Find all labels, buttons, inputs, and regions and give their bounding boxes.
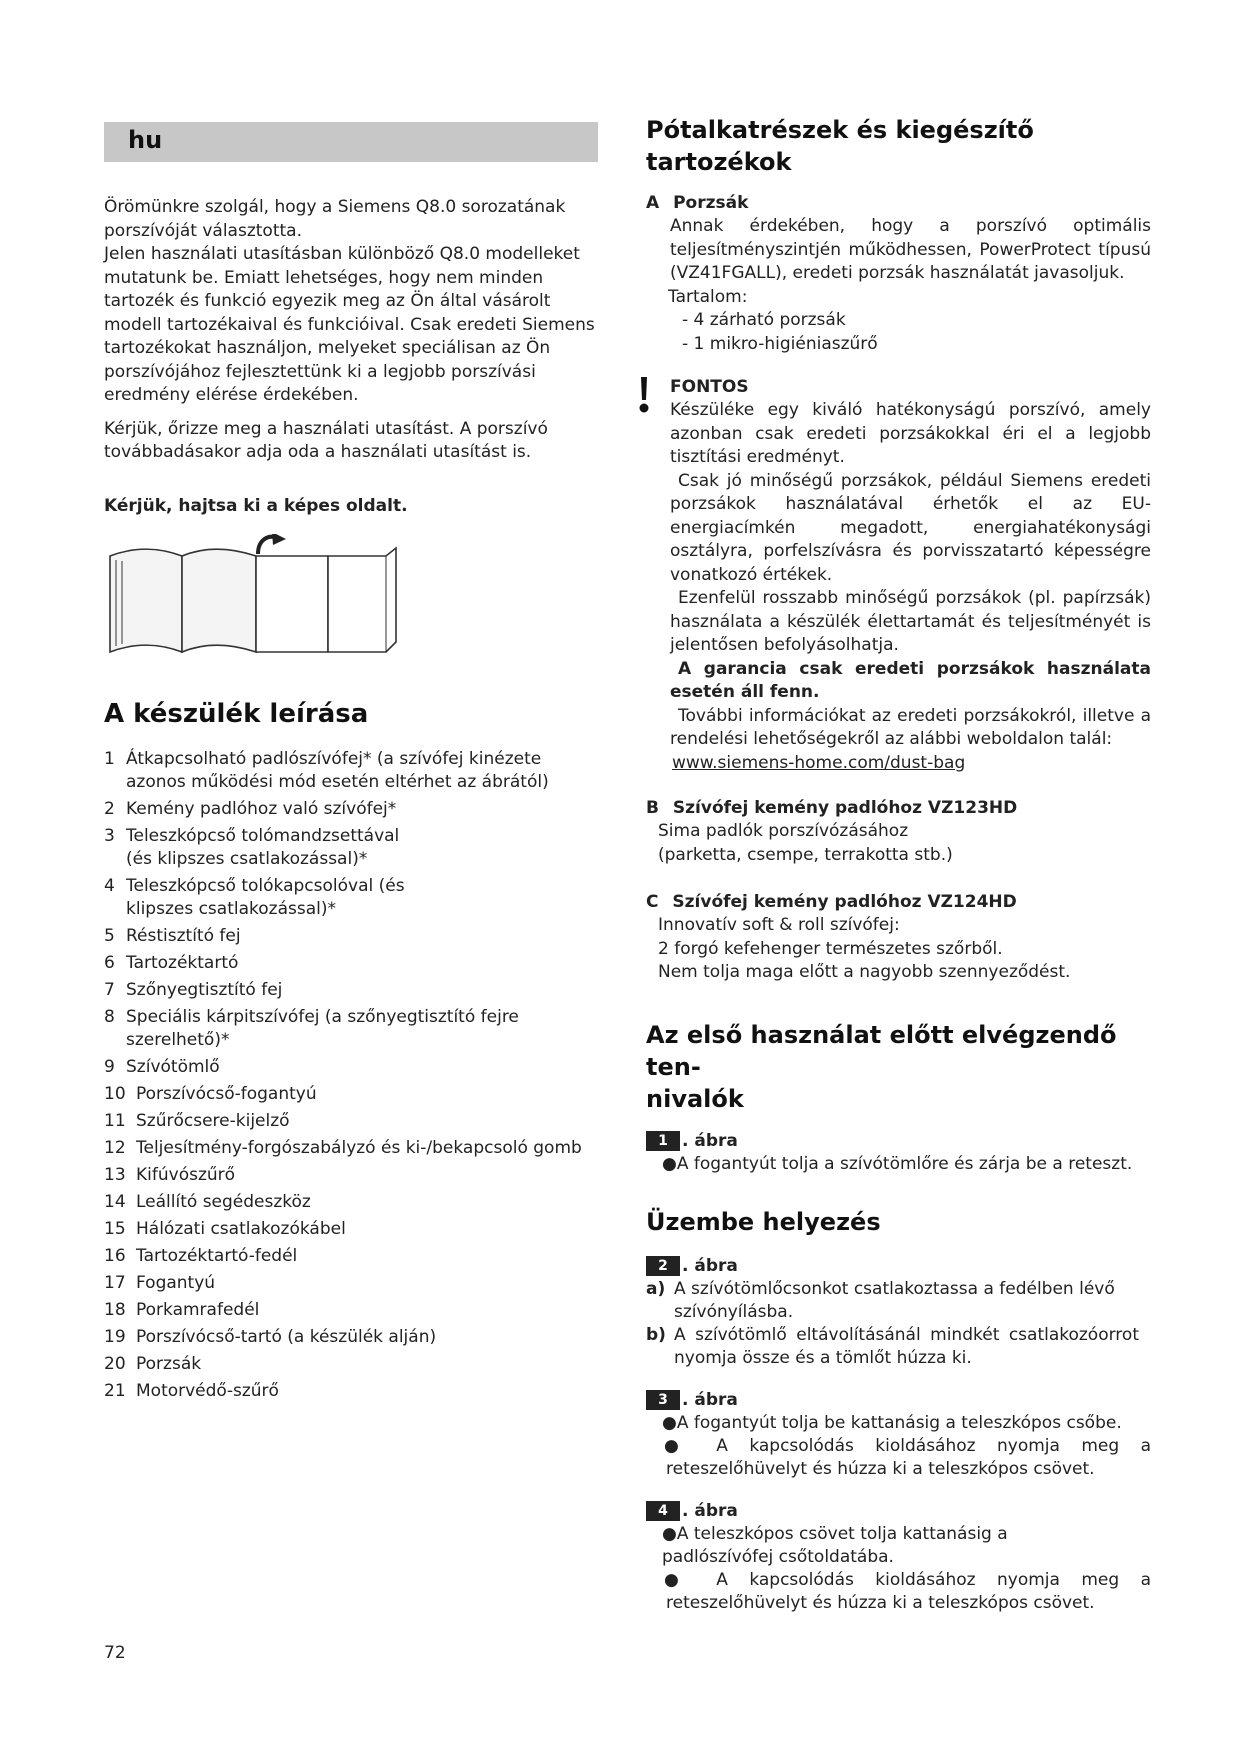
- section-b-title: [646, 797, 1151, 820]
- section-title: Porzsák: [673, 193, 749, 213]
- figure-suffix: . ábra: [682, 1130, 738, 1151]
- important-notice: [646, 376, 1151, 775]
- step-label: a): [646, 1278, 666, 1299]
- section-b-hard-floor-nozzle: [646, 797, 1151, 867]
- accessories-heading: Pótalkatrészek és kiegészítő tartozékok: [646, 116, 1034, 176]
- important-paragraph-5: További információkat az eredeti porzsákokról, illetve a rendelési lehetőségekről az alábbi weboldalon talál:: [670, 705, 1151, 749]
- step-text: A szívótömlőcsonkot csatlakoztassa a fedélben lévő szívónyílásba.: [674, 1278, 1115, 1322]
- section-letter: C: [646, 892, 659, 912]
- item-text: Teleszkópcső tolómandzsettával (és klipszes csatlakozással)*: [126, 826, 400, 869]
- item-text: Fogantyú: [136, 1273, 216, 1293]
- list-item: [104, 1110, 604, 1133]
- figure-3-instruction-2: ● A kapcsolódás kioldásához nyomja meg a reteszelőhüvelyt és húzza ki a teleszkópos csövet.: [664, 1435, 1151, 1479]
- list-item: [104, 748, 604, 794]
- figure-2-step-a: [646, 1278, 1151, 1324]
- list-item: [104, 1326, 604, 1349]
- contents-label: Tartalom:: [668, 286, 748, 307]
- section-c-title: [646, 891, 1151, 914]
- item-text: Szőnyegtisztító fej: [126, 980, 283, 1000]
- item-text: Porszívócső-tartó (a készülék alján): [136, 1327, 437, 1347]
- item-text: Motorvédő-szűrő: [136, 1381, 279, 1401]
- section-line: Sima padlók porszívózásához: [658, 821, 909, 841]
- item-text: Kemény padlóhoz való szívófej*: [126, 799, 397, 819]
- figure-number-badge: 4: [646, 1501, 680, 1521]
- item-text: Teljesítmény-forgószabályzó és ki-/bekapcsoló gomb: [136, 1138, 582, 1158]
- item-text: Speciális kárpitszívófej (a szőnyegtisztító fejre szerelhető)*: [126, 1007, 519, 1050]
- section-title: Szívófej kemény padlóhoz VZ124HD: [672, 892, 1017, 912]
- item-number: 3: [104, 826, 115, 846]
- first-use-heading-line-1: Az első használat előtt elvégzendő ten-: [646, 1020, 1117, 1081]
- list-item: [104, 1191, 604, 1214]
- device-description-heading: A készülék leírása: [104, 699, 369, 729]
- item-text: Tartozéktartó: [126, 953, 239, 973]
- item-text: Porszívócső-fogantyú: [136, 1084, 317, 1104]
- figure-number-badge: 2: [646, 1256, 680, 1276]
- section-line: Nem tolja maga előtt a nagyobb szennyeződést.: [658, 962, 1071, 982]
- item-number: 5: [104, 926, 115, 946]
- figure-3-label: [646, 1388, 1151, 1412]
- figure-4-instruction-1: ●A teleszkópos csövet tolja kattanásig a padlószívófej csőtoldatába.: [662, 1523, 1008, 1567]
- item-text: Kifúvószűrő: [136, 1165, 236, 1185]
- section-a-dust-bag: [646, 192, 1151, 356]
- item-text: Hálózati csatlakozókábel: [136, 1219, 346, 1239]
- dust-bag-description: Annak érdekében, hogy a porszívó optimális teljesítményszintjén működhessen, PowerProtect típusú (VZ41FGALL), eredeti porzsák használatát javasoljuk.: [670, 216, 1151, 283]
- item-number: 4: [104, 876, 115, 896]
- section-line: Innovatív soft & roll szívófej:: [658, 915, 900, 935]
- list-item: [104, 798, 604, 821]
- contents-item: - 4 zárható porzsák: [682, 310, 846, 330]
- item-number: 21: [104, 1381, 126, 1401]
- list-item: [104, 979, 604, 1002]
- important-paragraph-1: Készüléke egy kiváló hatékonyságú porszívó, amely azonban csak eredeti porzsákokkal éri el a legjobb tisztítási eredményt.: [670, 400, 1151, 467]
- item-text: Átkapcsolható padlószívófej* (a szívófej kinézete azonos működési mód esetén eltérhet az ábrától): [126, 749, 549, 792]
- contents-item: - 1 mikro-higiéniaszűrő: [682, 333, 878, 354]
- setup-section: [646, 1206, 1151, 1615]
- figure-4-instruction-2: ● A kapcsolódás kioldásához nyomja meg a reteszelőhüvelyt és húzza ki a teleszkópos csövet.: [664, 1569, 1151, 1613]
- section-letter: A: [646, 193, 660, 213]
- figure-3-instruction-1: ●A fogantyút tolja be kattanásig a teleszkópos csőbe.: [662, 1412, 1122, 1433]
- item-number: 14: [104, 1192, 126, 1212]
- warranty-note: A garancia csak eredeti porzsákok használata esetén áll fenn.: [670, 658, 1151, 702]
- warning-exclamation-icon: [636, 376, 652, 414]
- important-paragraph-3: Ezenfelül rosszabb minőségű porzsákok (pl. papírzsák) használata a készülék élettartamát és teljesítményét is jelentősen befolyásolhatja.: [670, 588, 1151, 655]
- setup-heading: Üzembe helyezés: [646, 1207, 881, 1236]
- list-item: [104, 1056, 604, 1079]
- right-column: [646, 114, 1151, 1615]
- intro-section: [104, 196, 604, 465]
- intro-paragraph-2: Jelen használati utasításban különböző Q8.0 modelleket mutatunk be. Emiatt lehetséges, hogy nem minden tartozék és funkció egyezik meg az Ön által vásárolt modell tartozékaival és funkcióival. Csak eredeti Siemens tartozékokat használjon, melyeket speciálisan az Ön porszívójához fejlesztettünk ki a legjobb porszívási eredmény elérése érdekében.: [104, 244, 595, 405]
- list-item: [104, 875, 604, 921]
- item-number: 9: [104, 1057, 115, 1077]
- list-item: [104, 1380, 604, 1403]
- page-number: 72: [104, 1643, 126, 1663]
- dust-bag-link[interactable]: www.siemens-home.com/dust-bag: [672, 752, 966, 773]
- item-text: Porzsák: [136, 1354, 202, 1374]
- item-text: Réstisztító fej: [126, 926, 241, 946]
- item-text: Szűrőcsere-kijelző: [136, 1111, 290, 1131]
- fold-out-note: Kérjük, hajtsa ki a képes oldalt.: [104, 495, 408, 516]
- figure-2-label: [646, 1254, 1151, 1278]
- figure-suffix: . ábra: [682, 1255, 738, 1276]
- important-paragraph-2: Csak jó minőségű porzsákok, például Siemens eredeti porzsákok használatával érhetők el az EU-energiacímkén megadott, energiahatékonysági osztályra, porfelszívásra és porvisszatartó képességre vonatkozó értékek.: [670, 470, 1151, 585]
- item-text: Leállító segédeszköz: [136, 1192, 311, 1212]
- section-title: Szívófej kemény padlóhoz VZ123HD: [672, 798, 1018, 818]
- list-item: [104, 1299, 604, 1322]
- item-text: Teleszkópcső tolókapcsolóval (és klipszes csatlakozással)*: [126, 876, 405, 919]
- list-item: [104, 1164, 604, 1187]
- figure-4-label: [646, 1499, 1151, 1523]
- item-number: 19: [104, 1327, 126, 1347]
- item-number: 2: [104, 799, 115, 819]
- item-text: Szívótömlő: [126, 1057, 220, 1077]
- list-item: [104, 1006, 604, 1052]
- list-item: [104, 1353, 604, 1376]
- fold-out-page-illustration: [106, 534, 426, 654]
- section-line: 2 forgó kefehenger természetes szőrből.: [658, 938, 1003, 959]
- item-number: 6: [104, 953, 115, 973]
- item-number: 20: [104, 1354, 126, 1374]
- item-text: Tartozéktartó-fedél: [136, 1246, 298, 1266]
- figure-1-label: [646, 1129, 1151, 1153]
- device-parts-list: [104, 748, 604, 1403]
- important-label: FONTOS: [670, 377, 749, 397]
- section-a-title: [646, 192, 1151, 215]
- item-number: 10: [104, 1084, 126, 1104]
- figure-number-badge: 3: [646, 1390, 680, 1410]
- item-number: 18: [104, 1300, 126, 1320]
- intro-paragraph-3: Kérjük, őrizze meg a használati utasítást. A porszívó továbbadásakor adja oda a használati utasítást is.: [104, 418, 548, 462]
- step-label: b): [646, 1324, 666, 1345]
- language-header-bar: [104, 122, 598, 162]
- item-number: 13: [104, 1165, 126, 1185]
- list-item: [104, 1218, 604, 1241]
- item-number: 17: [104, 1273, 126, 1293]
- language-tag: hu: [128, 126, 163, 154]
- list-item: [104, 1272, 604, 1295]
- section-line: (parketta, csempe, terrakotta stb.): [658, 844, 953, 865]
- list-item: [104, 952, 604, 975]
- item-number: 16: [104, 1246, 126, 1266]
- list-item: [104, 925, 604, 948]
- left-column: [104, 196, 604, 1407]
- item-number: 8: [104, 1007, 115, 1027]
- item-text: Porkamrafedél: [136, 1300, 260, 1320]
- figure-suffix: . ábra: [682, 1389, 738, 1410]
- item-number: 1: [104, 749, 115, 769]
- item-number: 12: [104, 1138, 126, 1158]
- first-use-section: [646, 1019, 1151, 1176]
- intro-paragraph-1: Örömünkre szolgál, hogy a Siemens Q8.0 sorozatának porszívóját választotta.: [104, 197, 566, 241]
- item-number: 7: [104, 980, 115, 1000]
- figure-suffix: . ábra: [682, 1500, 738, 1521]
- list-item: [104, 1083, 604, 1106]
- section-letter: B: [646, 798, 659, 818]
- step-text: A szívótömlő eltávolításánál mindkét csatlakozóorrot nyomja össze és a tömlőt húzza ki.: [674, 1324, 1139, 1368]
- figure-1-instruction: ●A fogantyút tolja a szívótömlőre és zárja be a reteszt.: [662, 1153, 1133, 1174]
- first-use-heading-line-2: nivalók: [646, 1084, 744, 1113]
- list-item: [104, 1137, 604, 1160]
- item-number: 15: [104, 1219, 126, 1239]
- section-c-soft-roll-nozzle: [646, 891, 1151, 985]
- item-number: 11: [104, 1111, 126, 1131]
- list-item: [104, 825, 604, 871]
- figure-number-badge: 1: [646, 1131, 680, 1151]
- figure-2-step-b: [646, 1324, 1151, 1370]
- list-item: [104, 1245, 604, 1268]
